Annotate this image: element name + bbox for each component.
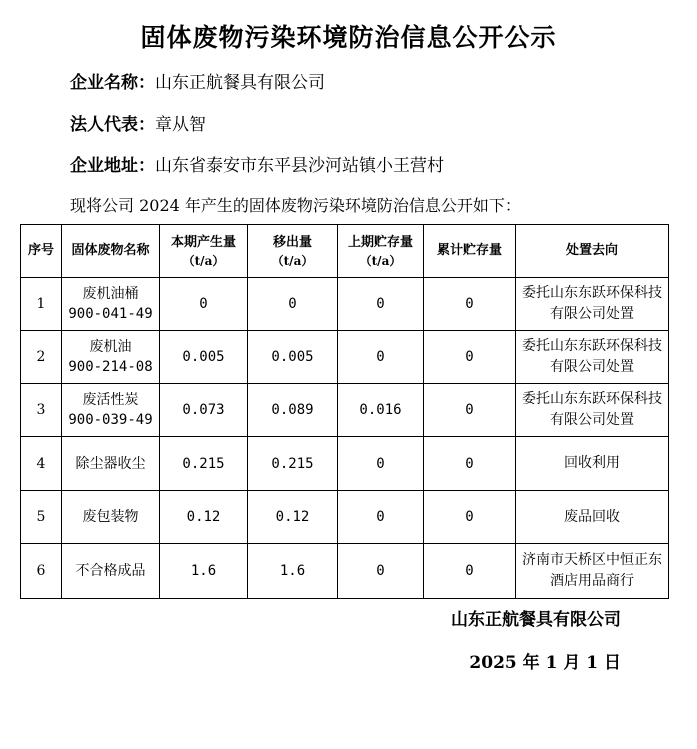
- cell-cum-stock: 0: [424, 331, 516, 384]
- cell-cum-stock: 0: [424, 278, 516, 331]
- cell-moved: 0.005: [248, 331, 338, 384]
- cell-moved: 0.215: [248, 437, 338, 491]
- cell-moved: 0: [248, 278, 338, 331]
- cell-cum-stock: 0: [424, 544, 516, 599]
- header-produced-unit: （t/a）: [182, 254, 225, 268]
- header-prev-stock: [338, 225, 424, 278]
- cell-seq: 3: [21, 384, 62, 437]
- cell-moved: 1.6: [248, 544, 338, 599]
- waste-name: 废机油: [89, 339, 132, 355]
- cell-destination: 委托山东东跃环保科技有限公司处置: [516, 331, 669, 384]
- cell-prev-stock: 0: [338, 331, 424, 384]
- cell-destination: 委托山东东跃环保科技有限公司处置: [516, 384, 669, 437]
- cell-name: [62, 491, 160, 544]
- company-name-value: 山东正航餐具有限公司: [155, 73, 325, 93]
- cell-moved: 0.089: [248, 384, 338, 437]
- header-name: 固体废物名称: [62, 225, 160, 278]
- header-produced-label: 本期产生量: [170, 235, 236, 250]
- waste-name: 废包装物: [82, 509, 139, 525]
- address-value: 山东省泰安市东平县沙河站镇小王营村: [155, 156, 444, 176]
- cell-prev-stock: 0.016: [338, 384, 424, 437]
- intro-text: 现将公司 2024 年产生的固体废物污染环境防治信息公开如下：: [70, 196, 521, 215]
- cell-destination: 回收利用: [516, 437, 669, 491]
- signature-date: 2025 年 1 月 1 日: [469, 653, 621, 673]
- cell-destination: 废品回收: [516, 491, 669, 544]
- table-row: [21, 384, 669, 437]
- cell-seq: 6: [21, 544, 62, 599]
- company-name-label: 企业名称：: [70, 73, 155, 93]
- table-row: [21, 437, 669, 491]
- waste-code: 900-039-49: [68, 412, 153, 428]
- cell-seq: 2: [21, 331, 62, 384]
- legal-rep-line: [70, 110, 206, 135]
- legal-rep-value: 章从智: [155, 115, 206, 135]
- cell-name: [62, 331, 160, 384]
- cell-name: [62, 437, 160, 491]
- cell-produced: 0.12: [160, 491, 248, 544]
- table-row: [21, 544, 669, 599]
- waste-code: 900-041-49: [68, 306, 153, 322]
- cell-prev-stock: 0: [338, 544, 424, 599]
- header-produced: [160, 225, 248, 278]
- page-title: 固体废物污染环境防治信息公开公示: [140, 23, 557, 52]
- cell-seq: 5: [21, 491, 62, 544]
- cell-name: [62, 384, 160, 437]
- cell-seq: 1: [21, 278, 62, 331]
- waste-name: 除尘器收尘: [75, 455, 146, 472]
- cell-cum-stock: 0: [424, 384, 516, 437]
- cell-cum-stock: 0: [424, 437, 516, 491]
- cell-destination: 济南市天桥区中恒正东酒店用品商行: [516, 544, 669, 599]
- header-seq: 序号: [21, 225, 62, 278]
- header-moved-label: 移出量: [272, 235, 312, 250]
- company-name-line: [70, 68, 325, 93]
- cell-prev-stock: 0: [338, 278, 424, 331]
- legal-rep-label: 法人代表：: [70, 115, 155, 135]
- waste-name: 废活性炭: [82, 392, 139, 408]
- waste-name: 不合格成品: [75, 563, 146, 579]
- address-line: [70, 151, 444, 176]
- waste-table: [20, 224, 669, 599]
- table-row: [21, 278, 669, 331]
- cell-produced: 0.215: [160, 437, 248, 491]
- header-prev-stock-label: 上期贮存量: [347, 235, 413, 250]
- table-row: [21, 491, 669, 544]
- cell-prev-stock: 0: [338, 491, 424, 544]
- waste-name: 废机油桶: [82, 286, 139, 302]
- cell-destination: 委托山东东跃环保科技有限公司处置: [516, 278, 669, 331]
- waste-code: 900-214-08: [68, 359, 153, 375]
- cell-produced: 0.073: [160, 384, 248, 437]
- cell-name: [62, 544, 160, 599]
- table-header-row: [21, 225, 669, 278]
- header-cum-stock: 累计贮存量: [424, 225, 516, 278]
- table-row: [21, 331, 669, 384]
- header-moved: [248, 225, 338, 278]
- cell-moved: 0.12: [248, 491, 338, 544]
- cell-produced: 1.6: [160, 544, 248, 599]
- header-moved-unit: （t/a）: [271, 254, 314, 268]
- cell-prev-stock: 0: [338, 437, 424, 491]
- signature-company: 山东正航餐具有限公司: [451, 610, 621, 630]
- cell-cum-stock: 0: [424, 491, 516, 544]
- cell-name: [62, 278, 160, 331]
- address-label: 企业地址：: [70, 156, 155, 176]
- header-prev-stock-unit: （t/a）: [359, 254, 402, 268]
- cell-produced: 0: [160, 278, 248, 331]
- cell-seq: 4: [21, 437, 62, 491]
- cell-produced: 0.005: [160, 331, 248, 384]
- header-destination: 处置去向: [516, 225, 669, 278]
